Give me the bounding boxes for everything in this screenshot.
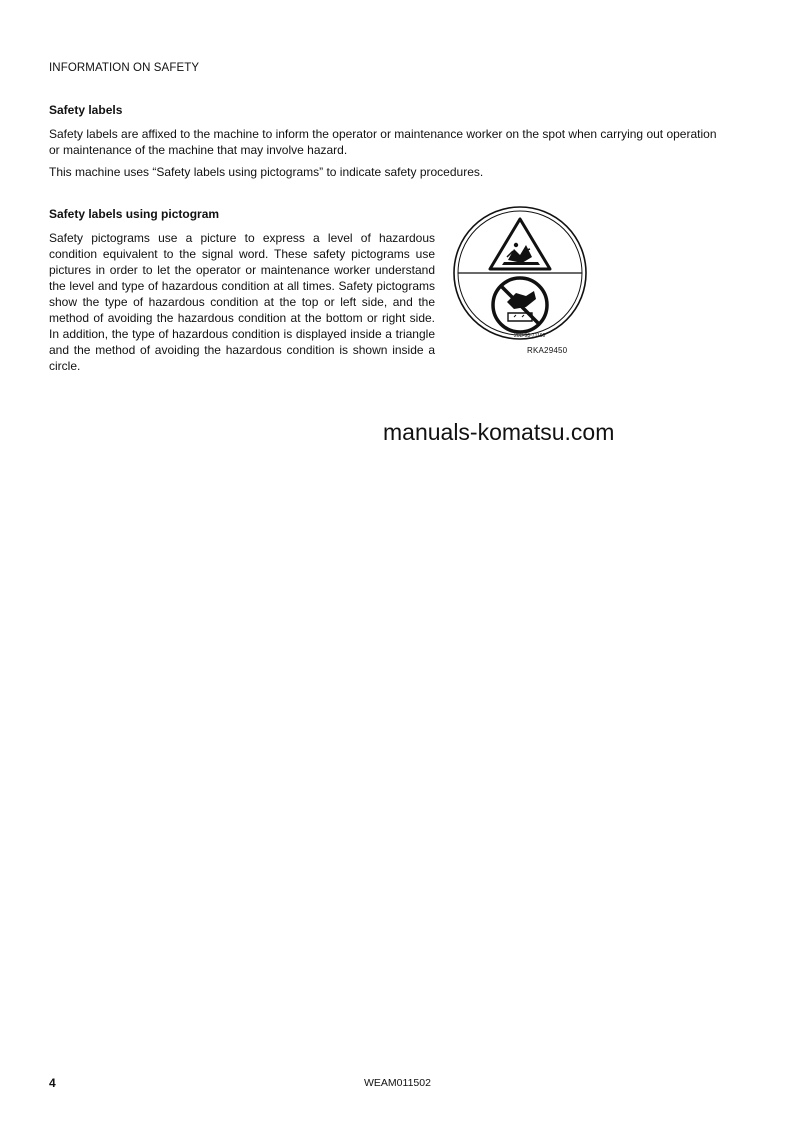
watermark-text: manuals-komatsu.com: [383, 419, 615, 445]
pictogram-paragraph: Safety pictograms use a picture to express a level of hazardous condition equivalent to the signal word. These safety pictograms use pictures in order to let the operator or maintenance worker understand the level and type of hazardous condition at all times. Safety pictograms show the type of hazardous condition at the top or left side, and the method of avoiding the hazardous condition at the bottom or right side. In addition, the type of hazardous condition is displayed inside a triangle and the method of avoiding the hazardous condition is shown inside a circle.: [49, 231, 435, 373]
safety-pictogram-illustration: [450, 205, 590, 355]
safety-labels-paragraph-1: Safety labels are affixed to the machine to inform the operator or maintenance worker on the spot when carrying out operation or maintenance of the machine that may involve hazard.: [49, 127, 717, 157]
safety-labels-paragraph-2: This machine uses “Safety labels using pictograms” to indicate safety procedures.: [49, 165, 484, 179]
figure-code: RKA29450: [527, 346, 568, 355]
page-header-section: INFORMATION ON SAFETY: [49, 62, 200, 74]
prohibition-circle-icon: [493, 278, 547, 332]
label-part-number: 20B-98-71160: [514, 333, 546, 339]
safety-labels-heading: Safety labels: [49, 103, 123, 117]
document-code: WEAM011502: [364, 1077, 431, 1089]
pictogram-heading: Safety labels using pictogram: [49, 207, 220, 221]
safety-pictogram-figure: [450, 205, 590, 355]
hazard-triangle-icon: [490, 219, 550, 269]
page-number: 4: [49, 1076, 56, 1090]
